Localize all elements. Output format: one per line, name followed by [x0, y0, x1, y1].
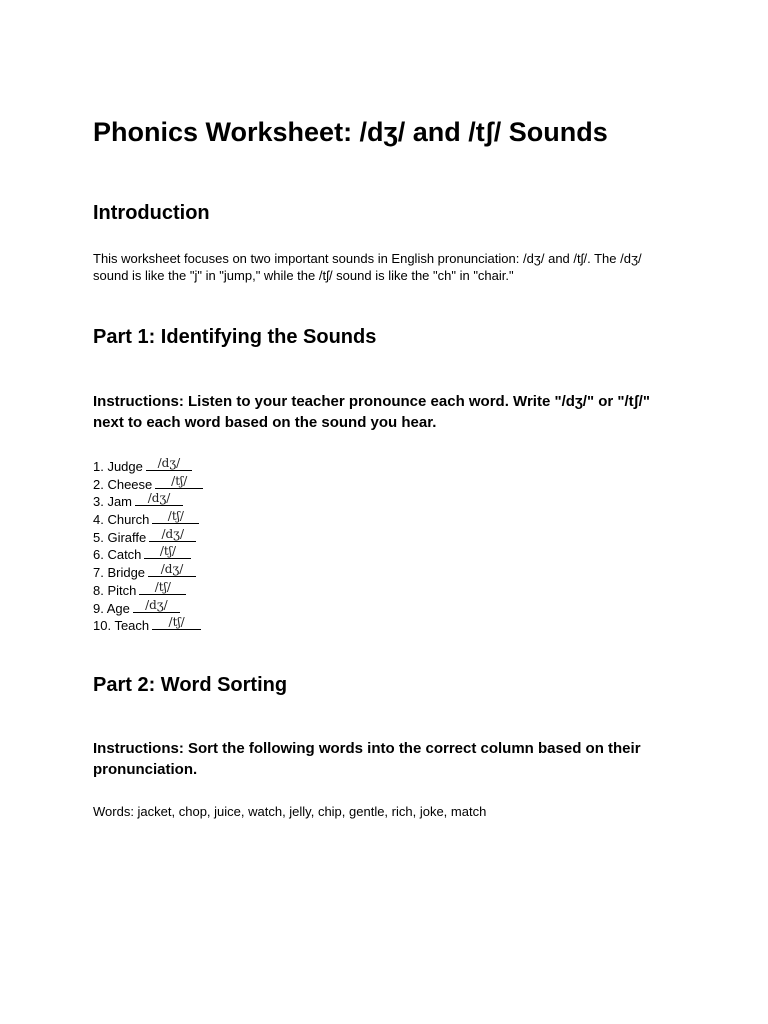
list-item — [93, 490, 203, 508]
handwritten-answer: /tʃ/ — [171, 473, 188, 488]
item-label: 5. Giraffe — [93, 529, 147, 545]
answer-blank[interactable] — [148, 561, 196, 577]
answer-blank[interactable] — [152, 614, 201, 630]
introduction-text: This worksheet focuses on two important sounds in English pronunciation: /dʒ/ and /tʃ/. The /dʒ/ sound is like the "j" in "jump," while the /tʃ/ sound is like the "ch" in "chair." — [93, 251, 642, 283]
introduction-heading: Introduction — [93, 202, 210, 224]
item-label: 10. Teach — [93, 618, 150, 634]
item-label: 4. Church — [93, 512, 150, 528]
item-label: 9. Age — [93, 600, 130, 616]
list-item — [93, 526, 203, 544]
handwritten-answer: /dʒ/ — [147, 491, 171, 506]
list-item — [93, 579, 203, 597]
part2-heading: Part 2: Word Sorting — [93, 674, 288, 696]
answer-blank[interactable] — [152, 508, 199, 524]
handwritten-answer: /tʃ/ — [154, 579, 171, 594]
list-item — [93, 543, 203, 561]
list-item — [93, 597, 203, 615]
answer-blank[interactable] — [155, 473, 203, 489]
handwritten-answer: /tʃ/ — [168, 615, 185, 630]
list-item — [93, 455, 203, 473]
list-item — [93, 561, 203, 579]
list-item — [93, 614, 203, 632]
item-label: 8. Pitch — [93, 582, 137, 598]
handwritten-answer: /tʃ/ — [167, 509, 184, 524]
part2-instructions: Instructions: Sort the following words into the correct column based on their pronunciation. — [93, 740, 641, 778]
handwritten-answer: /dʒ/ — [157, 456, 181, 470]
item-label: 7. Bridge — [93, 565, 146, 581]
page-title: Phonics Worksheet: /dʒ/ and /tʃ/ Sounds — [93, 117, 608, 147]
item-label: 3. Jam — [93, 494, 133, 510]
part1-heading: Part 1: Identifying the Sounds — [93, 326, 377, 348]
item-label: 2. Cheese — [93, 476, 153, 492]
handwritten-answer: /dʒ/ — [145, 597, 168, 612]
answer-blank[interactable] — [135, 490, 183, 506]
handwritten-answer: /dʒ/ — [161, 526, 184, 541]
answer-blank[interactable] — [146, 455, 192, 471]
item-label: 1. Judge — [93, 459, 143, 474]
item-label: 6. Catch — [93, 547, 142, 563]
answer-blank[interactable] — [133, 597, 180, 613]
answer-blank[interactable] — [144, 543, 191, 559]
list-item — [93, 473, 203, 491]
word-list: Words: jacket, chop, juice, watch, jelly, chip, gentle, rich, joke, match — [93, 804, 487, 819]
handwritten-answer: /dʒ/ — [160, 562, 184, 577]
list-item — [93, 508, 203, 526]
handwritten-answer: /tʃ/ — [159, 544, 176, 559]
part1-instructions: Instructions: Listen to your teacher pronounce each word. Write "/dʒ/" or "/tʃ/" next to each word based on the sound you hear. — [93, 393, 650, 431]
answer-blank[interactable] — [149, 526, 196, 542]
answer-list — [93, 455, 203, 632]
answer-blank[interactable] — [139, 579, 186, 595]
